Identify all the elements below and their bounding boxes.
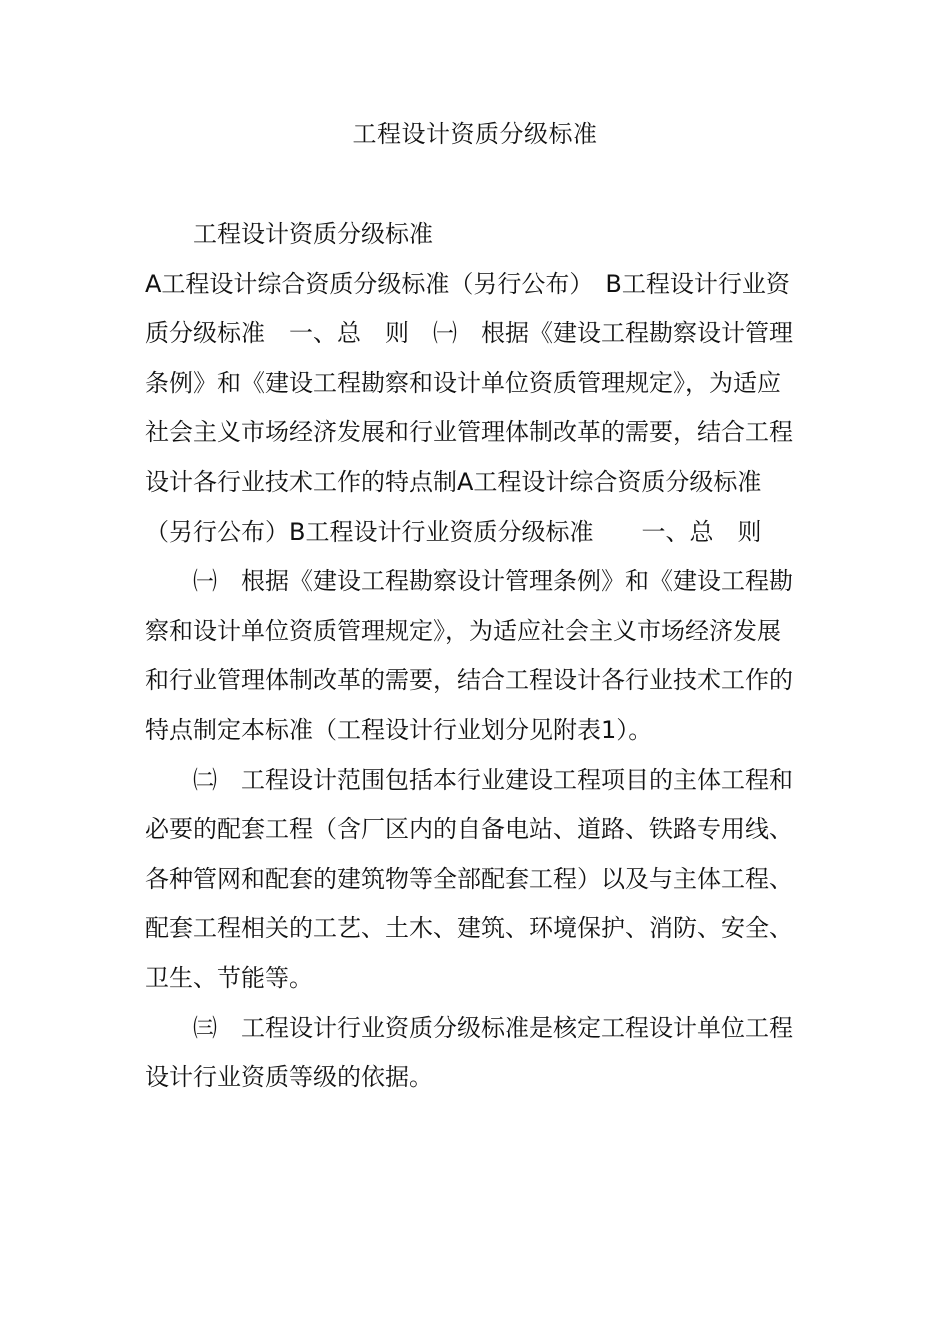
paragraph-item-3: ㈢ 工程设计行业资质分级标准是核定工程设计单位工程设计行业资质等级的依据。 [145, 1013, 793, 1092]
document-title: 工程设计资质分级标准 [352, 120, 598, 148]
document-body [145, 210, 800, 1103]
paragraph-item-1: ㈠ 根据《建设工程勘察设计管理条例》和《建设工程勘察和设计单位资质管理规定》，为适应社会主义市场经济发展和行业管理体制改革的需要，结合工程设计各行业技术工作的特点制定本标准（工程设计行业划分见附表1）。 [145, 567, 793, 744]
paragraph-intro: A工程设计综合资质分级标准（另行公布） B工程设计行业资质分级标准 一、总 则 ㈠ 根据《建设工程勘察设计管理条例》和《建设工程勘察和设计单位资质管理规定》，为适应社会主义市场经济发展和行业管理体制改革的需要，结合工程设计各行业技术工作的特点制A工程设计综合资质分级标准（另行公布）B工程设计行业资质分级标准 一、总 则 [145, 269, 793, 546]
paragraph-heading: 工程设计资质分级标准 [193, 220, 433, 248]
paragraph-item-2: ㈡ 工程设计范围包括本行业建设工程项目的主体工程和必要的配套工程（含厂区内的自备电站、道路、铁路专用线、各种管网和配套的建筑物等全部配套工程）以及与主体工程、配套工程相关的工艺、土木、建筑、环境保护、消防、安全、卫生、节能等。 [145, 765, 793, 992]
